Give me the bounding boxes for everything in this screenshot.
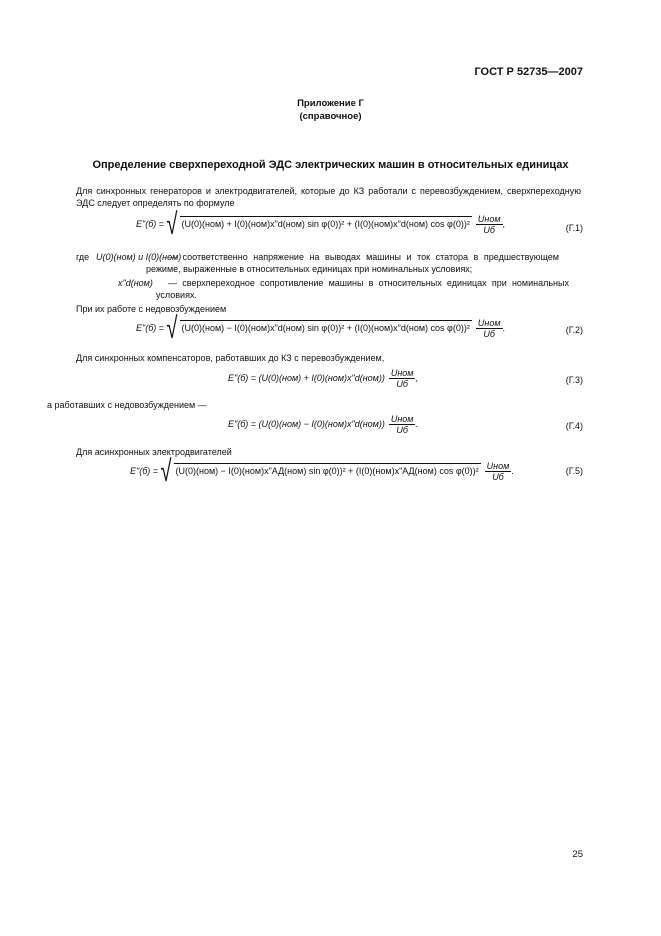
eq-g3-frac-den: Uб (396, 379, 408, 389)
eq-g5-frac-num: Uном (486, 461, 510, 471)
eq-g4-body: (U(0)(ном) − I(0)(ном)x"d(ном)) (258, 418, 385, 429)
equation-g2 (136, 312, 506, 345)
eq-g2-frac-den: Uб (483, 329, 495, 339)
where-symbol-2 (118, 277, 153, 289)
async-motors-text: Для асинхронных электродвигателей (76, 447, 232, 457)
eq-g4-tail: . (415, 418, 418, 429)
eq-g3-frac-num: Uном (390, 368, 414, 378)
appendix-subtitle: (справочное) (299, 111, 362, 122)
where-symbol-1-text: U(0)(ном) и I(0)(ном) (96, 252, 182, 262)
eq-g4-lhs: E"(б) = (228, 418, 259, 429)
eq-g2-frac-num: Uном (477, 318, 501, 328)
equation-number-g5: (Г.5) (565, 466, 583, 476)
where-symbol-2-text: x"d(ном) (118, 278, 153, 288)
eq-g2-radicand: (U(0)(ном) − I(0)(ном)x"d(ном) sin φ(0))² + (I(0)(ном)x"d(ном) cos φ(0))² (180, 320, 472, 333)
where-prefix: где (76, 252, 90, 262)
eq-g5-fraction (485, 461, 512, 482)
compensators-text: Для синхронных компенсаторов, работавших до КЗ с перевозбуждением, (76, 353, 385, 363)
eq-g4-frac-num: Uном (390, 414, 414, 424)
sqrt-icon: √ (160, 455, 172, 488)
eq-g1-radicand: (U(0)(ном) + I(0)(ном)x"d(ном) sin φ(0))² + (I(0)(ном)x"d(ном) cos φ(0))² (180, 216, 472, 229)
eq-g4-frac-den: Uб (396, 425, 408, 435)
eq-g1-lhs: E"(б) = (136, 218, 167, 229)
appendix-title: Приложение Г (297, 98, 364, 109)
under-compensators-text: а работавших с недовозбуждением — (47, 400, 207, 410)
where-definition-1: — соответственно напряжение на выводах машины и ток статора в предшествующем режиме, выраженные в относительных единицах при номинальных условиях; (146, 252, 559, 274)
eq-g5-radicand: (U(0)(ном) − I(0)(ном)x"АД(ном) sin φ(0))² + (I(0)(ном)x"АД(ном) cos φ(0))² (174, 463, 481, 476)
eq-g5-frac-den: Uб (492, 472, 504, 482)
sqrt-icon: √ (166, 312, 178, 345)
equation-number-g1: (Г.1) (565, 223, 583, 233)
equation-g3 (228, 368, 418, 389)
eq-g4-fraction (389, 414, 416, 435)
eq-g3-tail: , (415, 372, 418, 383)
eq-g5-tail: . (511, 465, 514, 476)
where-definition-2: — сверхпереходное сопротивление машины в относительных единицах при номинальных условиях. (156, 278, 569, 300)
equation-g5 (130, 455, 514, 488)
eq-g2-fraction (476, 318, 503, 339)
equation-number-g3: (Г.3) (565, 375, 583, 385)
page-number: 25 (572, 849, 583, 860)
sqrt-icon: √ (166, 208, 178, 241)
eq-g1-fraction (476, 214, 503, 235)
equation-g4 (228, 414, 418, 435)
eq-g3-fraction (389, 368, 416, 389)
eq-g3-lhs: E"(б) = (228, 372, 259, 383)
eq-g2-tail: . (502, 322, 506, 333)
eq-g5-lhs: E"(б) = (130, 465, 161, 476)
standard-number: ГОСТ Р 52735—2007 (474, 66, 583, 78)
intro-paragraph: Для синхронных генераторов и электродвигателей, которые до КЗ работали с перевозбуждением, сверхпереходную ЭДС следует определять по формуле (76, 186, 581, 208)
equation-number-g4: (Г.4) (565, 421, 583, 431)
appendix-heading (0, 97, 661, 123)
eq-g2-lhs: E"(б) = (136, 322, 167, 333)
section-title: Определение сверхпереходной ЭДС электрических машин в относительных единицах (92, 159, 569, 171)
eq-g1-frac-den: Uб (483, 225, 495, 235)
equation-number-g2: (Г.2) (565, 325, 583, 335)
eq-g1-frac-num: Uном (477, 214, 501, 224)
eq-g1-tail: , (502, 218, 506, 229)
equation-g1 (136, 208, 506, 241)
eq-g3-body: (U(0)(ном) + I(0)(ном)x"d(ном)) (258, 372, 385, 383)
under-excitation-text: При их работе с недовозбуждением (76, 304, 227, 314)
